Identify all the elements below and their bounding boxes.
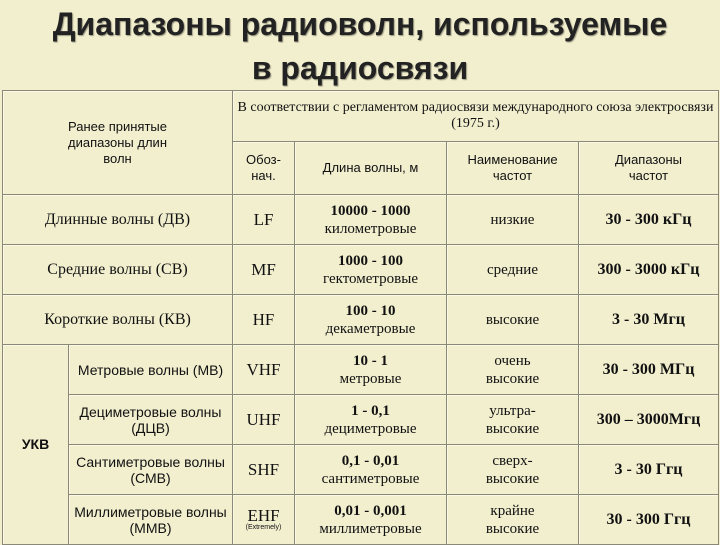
- header-freq-name: Наименование частот: [447, 142, 579, 195]
- freq-range-cell: 3 - 30 Ггц: [579, 445, 719, 495]
- old-band-cell: Миллиметровые волны (ММВ): [69, 495, 233, 545]
- table-row: [3, 245, 719, 295]
- ukv-cell: УКВ: [3, 345, 69, 545]
- freq-range-cell: 3 - 30 Мгц: [579, 295, 719, 345]
- table-row: [3, 495, 719, 545]
- header-wavelength: Длина волны, м: [295, 142, 447, 195]
- title-line-1: Диапазоны радиоволн, используемые: [52, 6, 668, 42]
- header-freq-range: Диапазоны частот: [579, 142, 719, 195]
- wavelength-cell: 1000 - 100 гектометровые: [295, 245, 447, 295]
- freq-range-cell: 300 – 3000Мгц: [579, 395, 719, 445]
- wavelength-cell: 10000 - 1000 километровые: [295, 195, 447, 245]
- old-band-cell: Короткие волны (КВ): [3, 295, 233, 345]
- freq-name-cell: низкие: [447, 195, 579, 245]
- page-title: [0, 2, 720, 90]
- table-row: [3, 395, 719, 445]
- wavelength-cell: 0,1 - 0,01 сантиметровые: [295, 445, 447, 495]
- freq-name-cell: крайне высокие: [447, 495, 579, 545]
- table-row: [3, 445, 719, 495]
- designation-cell: EHF (Extremely): [233, 495, 295, 545]
- old-band-cell: Длинные волны (ДВ): [3, 195, 233, 245]
- wavelength-cell: 100 - 10 декаметровые: [295, 295, 447, 345]
- old-band-cell: Метровые волны (МВ): [69, 345, 233, 395]
- freq-name-cell: сверх-высокие: [447, 445, 579, 495]
- designation-cell: HF: [233, 295, 295, 345]
- header-old-bands: Ранее принятые диапазоны длин волн: [3, 91, 233, 195]
- table-row: [3, 295, 719, 345]
- table-row: [3, 195, 719, 245]
- old-band-cell: Дециметровые волны (ДЦВ): [69, 395, 233, 445]
- freq-range-cell: 30 - 300 Ггц: [579, 495, 719, 545]
- freq-name-cell: высокие: [447, 295, 579, 345]
- wavelength-cell: 10 - 1 метровые: [295, 345, 447, 395]
- freq-range-cell: 30 - 300 кГц: [579, 195, 719, 245]
- header-designation: Обоз-нач.: [233, 142, 295, 195]
- extremely-note: (Extremely): [245, 524, 282, 531]
- radio-bands-table: [2, 90, 719, 545]
- header-regulation: В соответствии с регламентом радиосвязи международного союза электросвязи (1975 г.): [233, 91, 719, 142]
- freq-name-cell: средние: [447, 245, 579, 295]
- freq-name-cell: очень высокие: [447, 345, 579, 395]
- designation-cell: LF: [233, 195, 295, 245]
- old-band-cell: Средние волны (СВ): [3, 245, 233, 295]
- freq-name-cell: ультра-высокие: [447, 395, 579, 445]
- designation-cell: SHF: [233, 445, 295, 495]
- freq-range-cell: 300 - 3000 кГц: [579, 245, 719, 295]
- wavelength-cell: 1 - 0,1 дециметровые: [295, 395, 447, 445]
- title-line-2: в радиосвязи: [251, 50, 469, 86]
- designation-cell: VHF: [233, 345, 295, 395]
- designation-cell: UHF: [233, 395, 295, 445]
- header-row-1: [3, 91, 719, 142]
- wavelength-cell: 0,01 - 0,001 миллиметровые: [295, 495, 447, 545]
- designation-cell: MF: [233, 245, 295, 295]
- old-band-cell: Сантиметровые волны (СМВ): [69, 445, 233, 495]
- table-row: [3, 345, 719, 395]
- freq-range-cell: 30 - 300 МГц: [579, 345, 719, 395]
